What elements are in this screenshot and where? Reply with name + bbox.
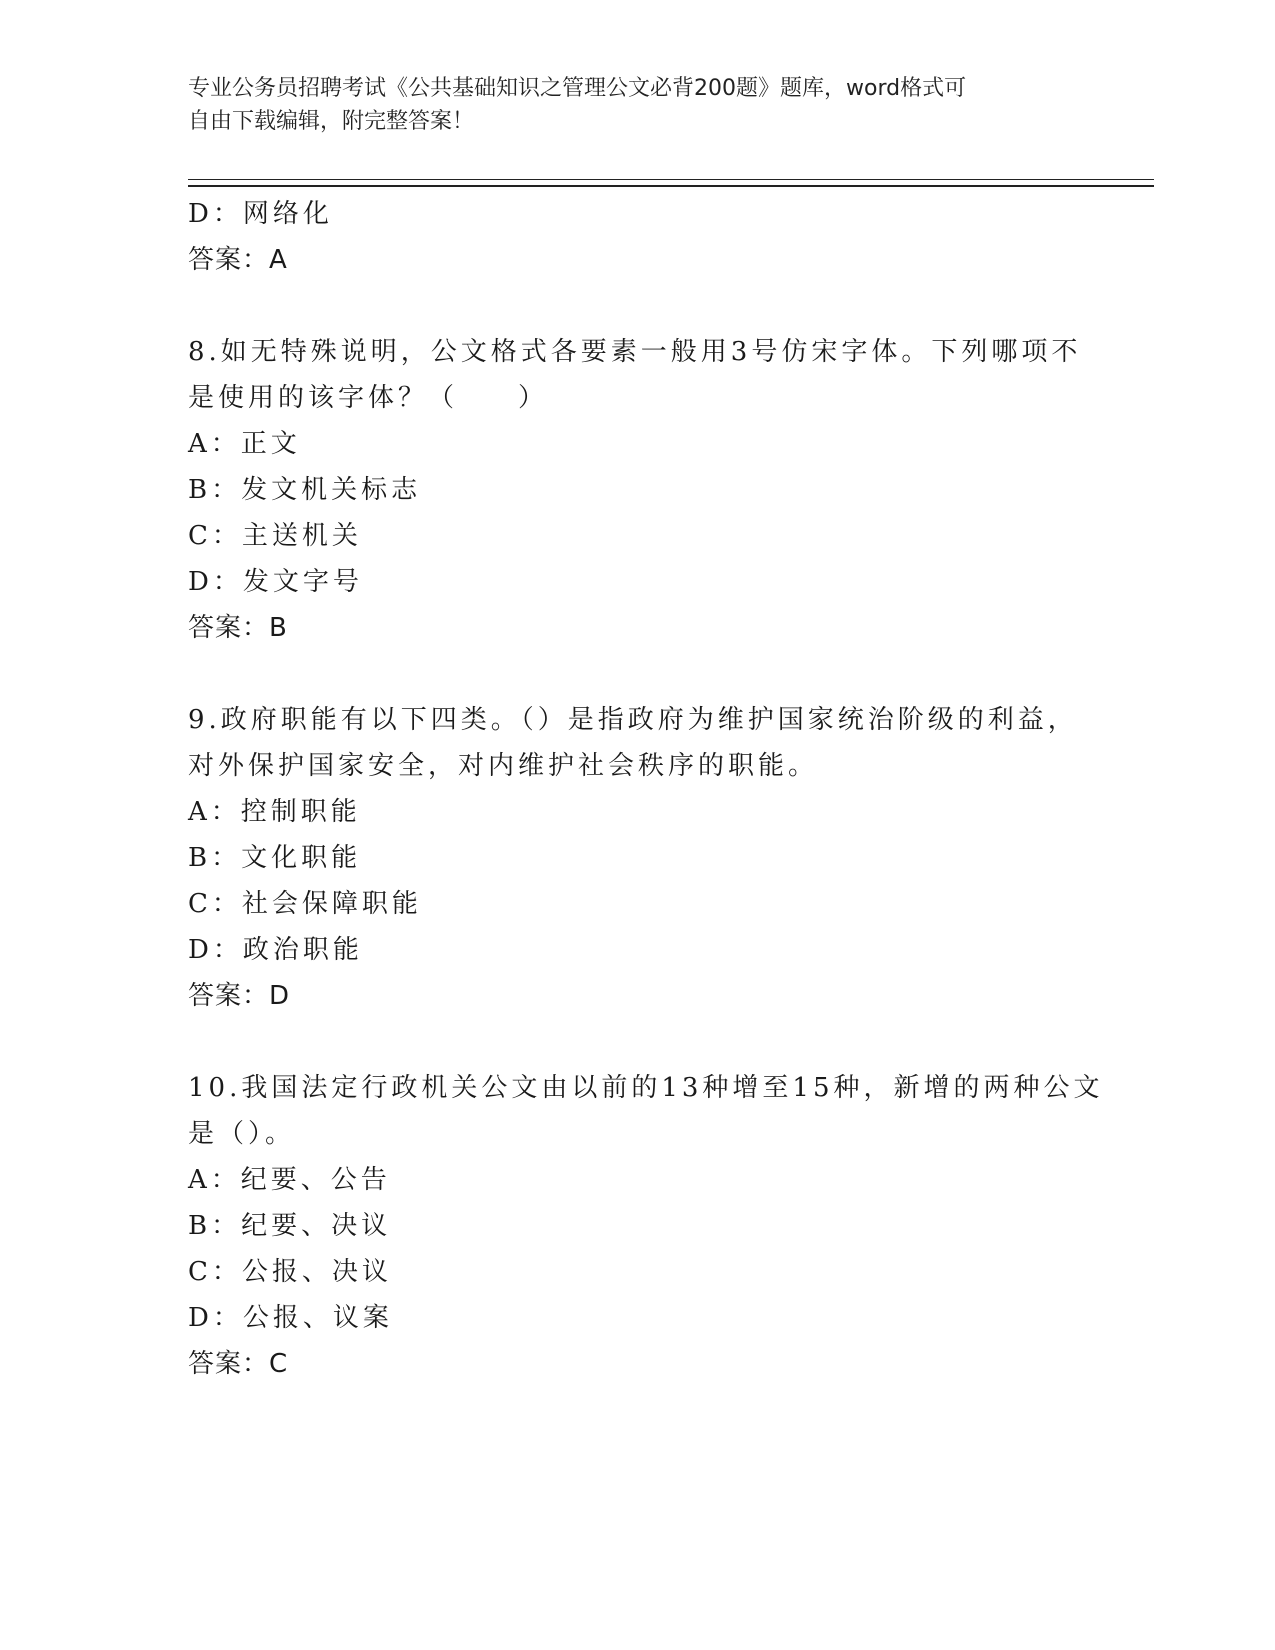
header-line-2: 自由下载编辑，附完整答案！ (188, 109, 475, 134)
option-b: B：纪要、决议 (188, 1211, 392, 1241)
question-text-line-2: 是（）。 (188, 1119, 296, 1149)
option-b: B：文化职能 (188, 843, 362, 873)
answer-label: 答案：D (188, 981, 291, 1011)
answer-label: 答案：C (188, 1349, 289, 1379)
answer-label: 答案：B (188, 613, 288, 643)
option-a: A：正文 (188, 429, 301, 459)
option-b: B：发文机关标志 (188, 475, 422, 505)
header-divider (188, 179, 1154, 187)
page-header (188, 72, 1068, 138)
option-c: C：主送机关 (188, 521, 362, 551)
option-c: C：公报、决议 (188, 1257, 392, 1287)
option-d: D：网络化 (188, 199, 333, 229)
option-c: C：社会保障职能 (188, 889, 422, 919)
option-a: A：控制职能 (188, 797, 361, 827)
question-text-line-1: 9.政府职能有以下四类。（）是指政府为维护国家统治阶级的利益， (188, 705, 1078, 735)
option-d: D：发文字号 (188, 567, 363, 597)
question-7-tail (188, 191, 1088, 283)
spacer (188, 1019, 1088, 1065)
question-list (188, 191, 1104, 1387)
question-text-line-2: 对外保护国家安全，对内维护社会秩序的职能。 (188, 751, 819, 781)
question-text-line-1: 8.如无特殊说明，公文格式各要素一般用3号仿宋字体。下列哪项不 (188, 337, 1082, 367)
question-9 (188, 697, 1088, 1019)
answer-label: 答案：A (188, 245, 288, 275)
spacer (188, 651, 1088, 697)
question-text-line-2: 是使用的该字体？（ ） (188, 383, 549, 413)
question-10 (188, 1065, 1104, 1387)
question-text-line-1: 10.我国法定行政机关公文由以前的13种增至15种，新增的两种公文 (188, 1073, 1104, 1103)
option-a: A：纪要、公告 (188, 1165, 391, 1195)
option-d: D：公报、议案 (188, 1303, 393, 1333)
spacer (188, 283, 1088, 329)
option-d: D：政治职能 (188, 935, 363, 965)
header-line-1: 专业公务员招聘考试《公共基础知识之管理公文必背200题》题库，word格式可 (188, 76, 967, 101)
question-8 (188, 329, 1088, 651)
